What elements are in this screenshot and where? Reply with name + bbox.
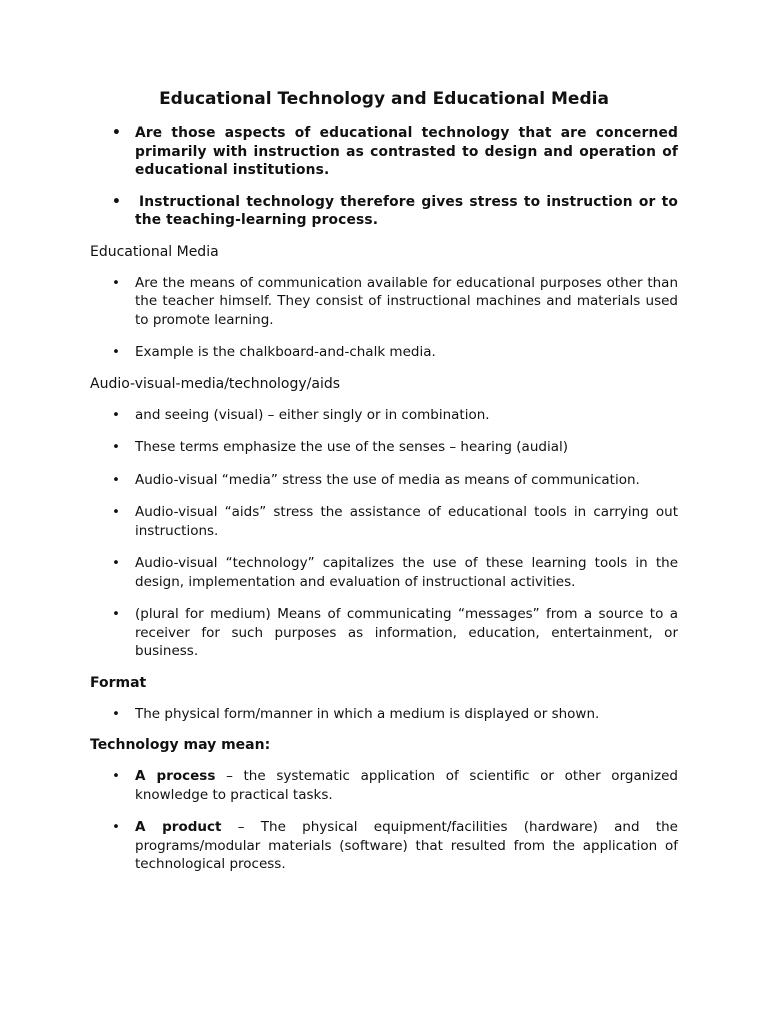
- bullet-icon: •: [112, 274, 120, 291]
- list-item-text: Example is the chalkboard-and-chalk media.: [135, 344, 436, 360]
- bullet-icon: •: [112, 606, 120, 622]
- section-heading-technology: Technology may mean:: [90, 737, 271, 753]
- bullet-icon: •: [112, 406, 120, 423]
- list-item: [90, 274, 678, 330]
- bullet-icon: •: [112, 555, 120, 571]
- bullet-icon: •: [112, 768, 120, 784]
- bullet-icon: •: [112, 193, 121, 210]
- bullet-icon: •: [112, 344, 120, 360]
- format-list: [90, 705, 678, 724]
- bullet-icon: •: [112, 705, 120, 722]
- section-heading-audio-visual: Audio-visual-media/technology/aids: [90, 375, 341, 392]
- list-item: [90, 343, 678, 362]
- bullet-icon: •: [112, 504, 120, 520]
- audio-visual-list: [90, 406, 678, 661]
- list-item-text: – the systematic application of scientific or other organized knowledge to practical tasks.: [135, 768, 678, 803]
- list-item-text: The physical form/manner in which a medium is displayed or shown.: [135, 705, 600, 722]
- section-heading-format: Format: [90, 674, 147, 691]
- page-title: Educational Technology and Educational Media: [159, 89, 609, 109]
- term-process: A process: [135, 768, 216, 784]
- list-item-text: (plural for medium) Means of communicating “messages” from a source to a receiver for such purposes as information, education, entertainment, or business.: [135, 606, 678, 659]
- list-item-text: Audio-visual “media” stress the use of media as means of communication.: [135, 471, 640, 488]
- list-item: [90, 554, 678, 591]
- bullet-icon: •: [112, 819, 120, 835]
- list-item: [90, 705, 678, 724]
- bullet-icon: •: [112, 125, 121, 141]
- intro-list: [90, 124, 678, 230]
- list-item: [90, 503, 678, 540]
- list-item-text: Instructional technology therefore gives stress to instruction or to the teaching-learning process.: [135, 193, 678, 228]
- list-item-text: Are those aspects of educational technology that are concerned primarily with instruction as contrasted to design and operation of educational institutions.: [135, 125, 678, 178]
- list-item-text: Are the means of communication available for educational purposes other than the teacher himself. They consist of instructional machines and materials used to promote learning.: [135, 274, 678, 328]
- list-item: [90, 193, 678, 230]
- section-heading-educational-media: Educational Media: [90, 243, 219, 260]
- list-item: [90, 818, 678, 874]
- list-item-text: and seeing (visual) – either singly or in combination.: [135, 406, 490, 423]
- list-item: [90, 406, 678, 425]
- list-item: [90, 767, 678, 804]
- list-item-text: These terms emphasize the use of the senses – hearing (audial): [135, 439, 568, 455]
- list-item-text: Audio-visual “technology” capitalizes the use of these learning tools in the design, implementation and evaluation of instructional activities.: [135, 555, 678, 590]
- list-item: [90, 471, 678, 490]
- list-item: [90, 124, 678, 180]
- bullet-icon: •: [112, 471, 120, 488]
- list-item: [90, 605, 678, 661]
- term-product: A product: [135, 819, 222, 835]
- list-item: [90, 438, 678, 457]
- list-item-text: Audio-visual “aids” stress the assistance of educational tools in carrying out instructions.: [135, 504, 678, 539]
- technology-list: [90, 767, 678, 874]
- bullet-icon: •: [112, 439, 120, 455]
- list-item-text: – The physical equipment/facilities (hardware) and the programs/modular materials (software) that resulted from the application of technological process.: [135, 819, 678, 872]
- educational-media-list: [90, 274, 678, 362]
